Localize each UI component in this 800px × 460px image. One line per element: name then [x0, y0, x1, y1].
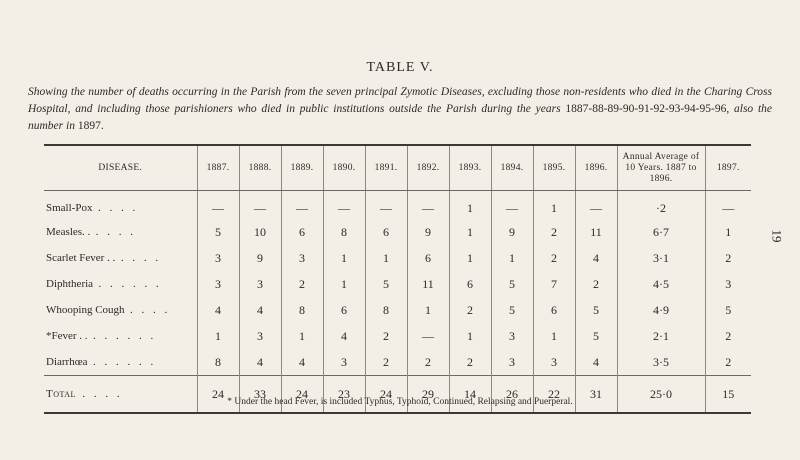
value-cell: 11 [407, 271, 449, 297]
value-cell: 3·5 [617, 349, 705, 376]
value-cell: 4·9 [617, 297, 705, 323]
value-cell: 3 [239, 323, 281, 349]
value-cell: 5 [575, 323, 617, 349]
footnote: * Under the head Fever, is included Typhus, Typhoid, Continued, Relapsing and Puerperal. [227, 397, 573, 407]
value-cell: 4 [323, 323, 365, 349]
caption-years: 1887-88-89-90-91-92-93-94-95-96, [565, 103, 730, 115]
value-cell: — [323, 191, 365, 220]
value-cell: 1 [725, 224, 732, 239]
leader-dots: . . . . [97, 202, 139, 214]
value-cell: 1 [491, 245, 533, 271]
value-cell: 3·1 [617, 245, 705, 271]
value-cell: 4·5 [617, 271, 705, 297]
table-row [44, 271, 751, 297]
value-cell: 3 [197, 245, 239, 271]
value-cell: 23 [323, 376, 365, 414]
table-header [44, 145, 751, 191]
value-cell: 5 [725, 302, 732, 317]
column-header: 1896. [575, 145, 617, 191]
value-cell: 4 [575, 349, 617, 376]
column-header: 1895. [533, 145, 575, 191]
value-cell: — [197, 191, 239, 220]
value-cell: — [239, 191, 281, 220]
value-cell: 5 [197, 219, 239, 245]
table-caption [28, 84, 772, 135]
disease-cell [44, 271, 197, 297]
leader-dots: . . . . [95, 226, 137, 238]
value-cell: — [365, 191, 407, 220]
value-cell: 1 [533, 191, 575, 220]
value-cell: 6 [449, 271, 491, 297]
value-cell: 25·0 [617, 376, 705, 414]
value-cell: 5 [491, 297, 533, 323]
value-cell: 1 [323, 271, 365, 297]
value-cell: 5 [491, 271, 533, 297]
value-cell: 2 [365, 323, 407, 349]
leader-dots: . . . . [130, 304, 171, 316]
leader-dots: . . . . . . [98, 278, 162, 290]
value-cell: — [407, 323, 449, 349]
value-cell: 6·7 [617, 219, 705, 245]
disease-label: *Fever . . [46, 330, 88, 342]
caption-year: 1897. [77, 120, 104, 132]
value-cell: 22 [533, 376, 575, 414]
value-cell: 2 [575, 271, 617, 297]
value-cell: 3 [491, 323, 533, 349]
value-cell: 15 [705, 376, 751, 414]
value-cell: 5 [575, 297, 617, 323]
value-cell: 1 [197, 323, 239, 349]
column-header: 1890. [323, 145, 365, 191]
value-cell: 8 [281, 297, 323, 323]
disease-cell [44, 297, 197, 323]
disease-label: Total [46, 388, 76, 400]
value-cell: 2 [407, 349, 449, 376]
value-cell: 2 [449, 297, 491, 323]
column-header-disease: DISEASE. [44, 145, 197, 191]
table-body [44, 191, 751, 414]
value-cell: 24 [365, 376, 407, 414]
value-cell: 4 [197, 297, 239, 323]
caption-tail: also the number in [28, 103, 772, 132]
column-header: 1893. [449, 145, 491, 191]
value-cell: — [407, 191, 449, 220]
column-header: 1888. [239, 145, 281, 191]
deaths-table-container [44, 144, 751, 414]
deaths-table [44, 144, 751, 414]
value-cell: 2 [725, 250, 732, 265]
value-cell: 3 [725, 276, 732, 291]
value-cell: 6 [281, 219, 323, 245]
value-cell: 1 [281, 323, 323, 349]
table-row [44, 219, 751, 245]
disease-label: Measles. . [46, 226, 91, 238]
value-cell: 2 [725, 328, 732, 343]
table-title: TABLE V. [366, 60, 434, 75]
value-cell: 7 [533, 271, 575, 297]
column-header: 1889. [281, 145, 323, 191]
value-cell: 26 [491, 376, 533, 414]
value-cell: 5 [365, 271, 407, 297]
disease-cell [44, 245, 197, 271]
value-cell: 2 [725, 354, 732, 369]
table-row [44, 245, 751, 271]
value-cell: 3 [281, 245, 323, 271]
column-header: Annual Average of 10 Years. 1887 to 1896. [617, 145, 705, 191]
value-cell: 4 [239, 349, 281, 376]
value-cell: 8 [323, 219, 365, 245]
value-cell: 1 [407, 297, 449, 323]
value-cell: — [491, 191, 533, 220]
disease-label: Whooping Cough [46, 304, 125, 316]
value-cell: 2 [449, 349, 491, 376]
disease-label: Diphtheria [46, 278, 94, 290]
column-header: 1891. [365, 145, 407, 191]
value-cell: 29 [407, 376, 449, 414]
table-row [44, 297, 751, 323]
value-cell: ·2 [617, 191, 705, 220]
value-cell: — [281, 191, 323, 220]
column-header: 1887. [197, 145, 239, 191]
value-cell: 24 [197, 376, 239, 414]
leader-dots: . . . . [120, 252, 162, 264]
value-cell: 1 [365, 245, 407, 271]
disease-cell [44, 219, 197, 245]
value-cell: 2 [281, 271, 323, 297]
value-cell: 3 [197, 271, 239, 297]
value-cell: 9 [407, 219, 449, 245]
caption-text: Showing the number of deaths occurring in the Parish from the seven principal Zymotic Diseases, excluding those non-residents who died in the Charing Cross Hospital, and including those parishioners who died in public institutions outside the Parish during the years [28, 86, 772, 115]
total-row [44, 376, 751, 414]
leader-dots: . . . . . . [93, 330, 157, 342]
value-cell: 6 [323, 297, 365, 323]
value-cell: 9 [239, 245, 281, 271]
value-cell: 24 [281, 376, 323, 414]
value-cell: 2·1 [617, 323, 705, 349]
value-cell: 2 [533, 245, 575, 271]
table-row [44, 191, 751, 220]
value-cell: 1 [449, 323, 491, 349]
page-number: 19 [769, 229, 785, 243]
disease-cell [44, 376, 197, 414]
value-cell: 2 [533, 219, 575, 245]
value-cell: 1 [449, 219, 491, 245]
value-cell: 31 [575, 376, 617, 414]
value-cell: 3 [491, 349, 533, 376]
value-cell: 10 [239, 219, 281, 245]
value-cell: 3 [239, 271, 281, 297]
column-header: 1894. [491, 145, 533, 191]
value-cell: 4 [575, 245, 617, 271]
value-cell: 1 [449, 245, 491, 271]
value-cell: 9 [491, 219, 533, 245]
disease-label: Diarrhœa [46, 356, 88, 368]
disease-cell [44, 191, 197, 220]
leader-dots: . . . . . . [93, 356, 157, 368]
value-cell: 14 [449, 376, 491, 414]
column-header: 1892. [407, 145, 449, 191]
value-cell: 1 [449, 191, 491, 220]
value-cell: 3 [533, 349, 575, 376]
value-cell: 2 [365, 349, 407, 376]
value-cell: 1 [323, 245, 365, 271]
value-cell: 6 [365, 219, 407, 245]
disease-label: Small-Pox [46, 202, 93, 214]
table-row [44, 323, 751, 349]
disease-cell [44, 323, 197, 349]
value-cell: 8 [197, 349, 239, 376]
value-cell: 11 [575, 219, 617, 245]
value-cell: 3 [323, 349, 365, 376]
header-row [44, 145, 751, 191]
leader-dots: . . . . [82, 388, 123, 400]
value-cell: — [575, 191, 617, 220]
value-cell: 6 [533, 297, 575, 323]
value-cell: 6 [407, 245, 449, 271]
value-cell: — [722, 200, 735, 215]
value-cell: 4 [239, 297, 281, 323]
value-cell: 1 [533, 323, 575, 349]
column-header: 1897. [705, 145, 751, 191]
table-row [44, 349, 751, 376]
disease-label: Scarlet Fever . . [46, 252, 116, 264]
disease-cell [44, 349, 197, 376]
value-cell: 33 [239, 376, 281, 414]
value-cell: 4 [281, 349, 323, 376]
value-cell: 8 [365, 297, 407, 323]
